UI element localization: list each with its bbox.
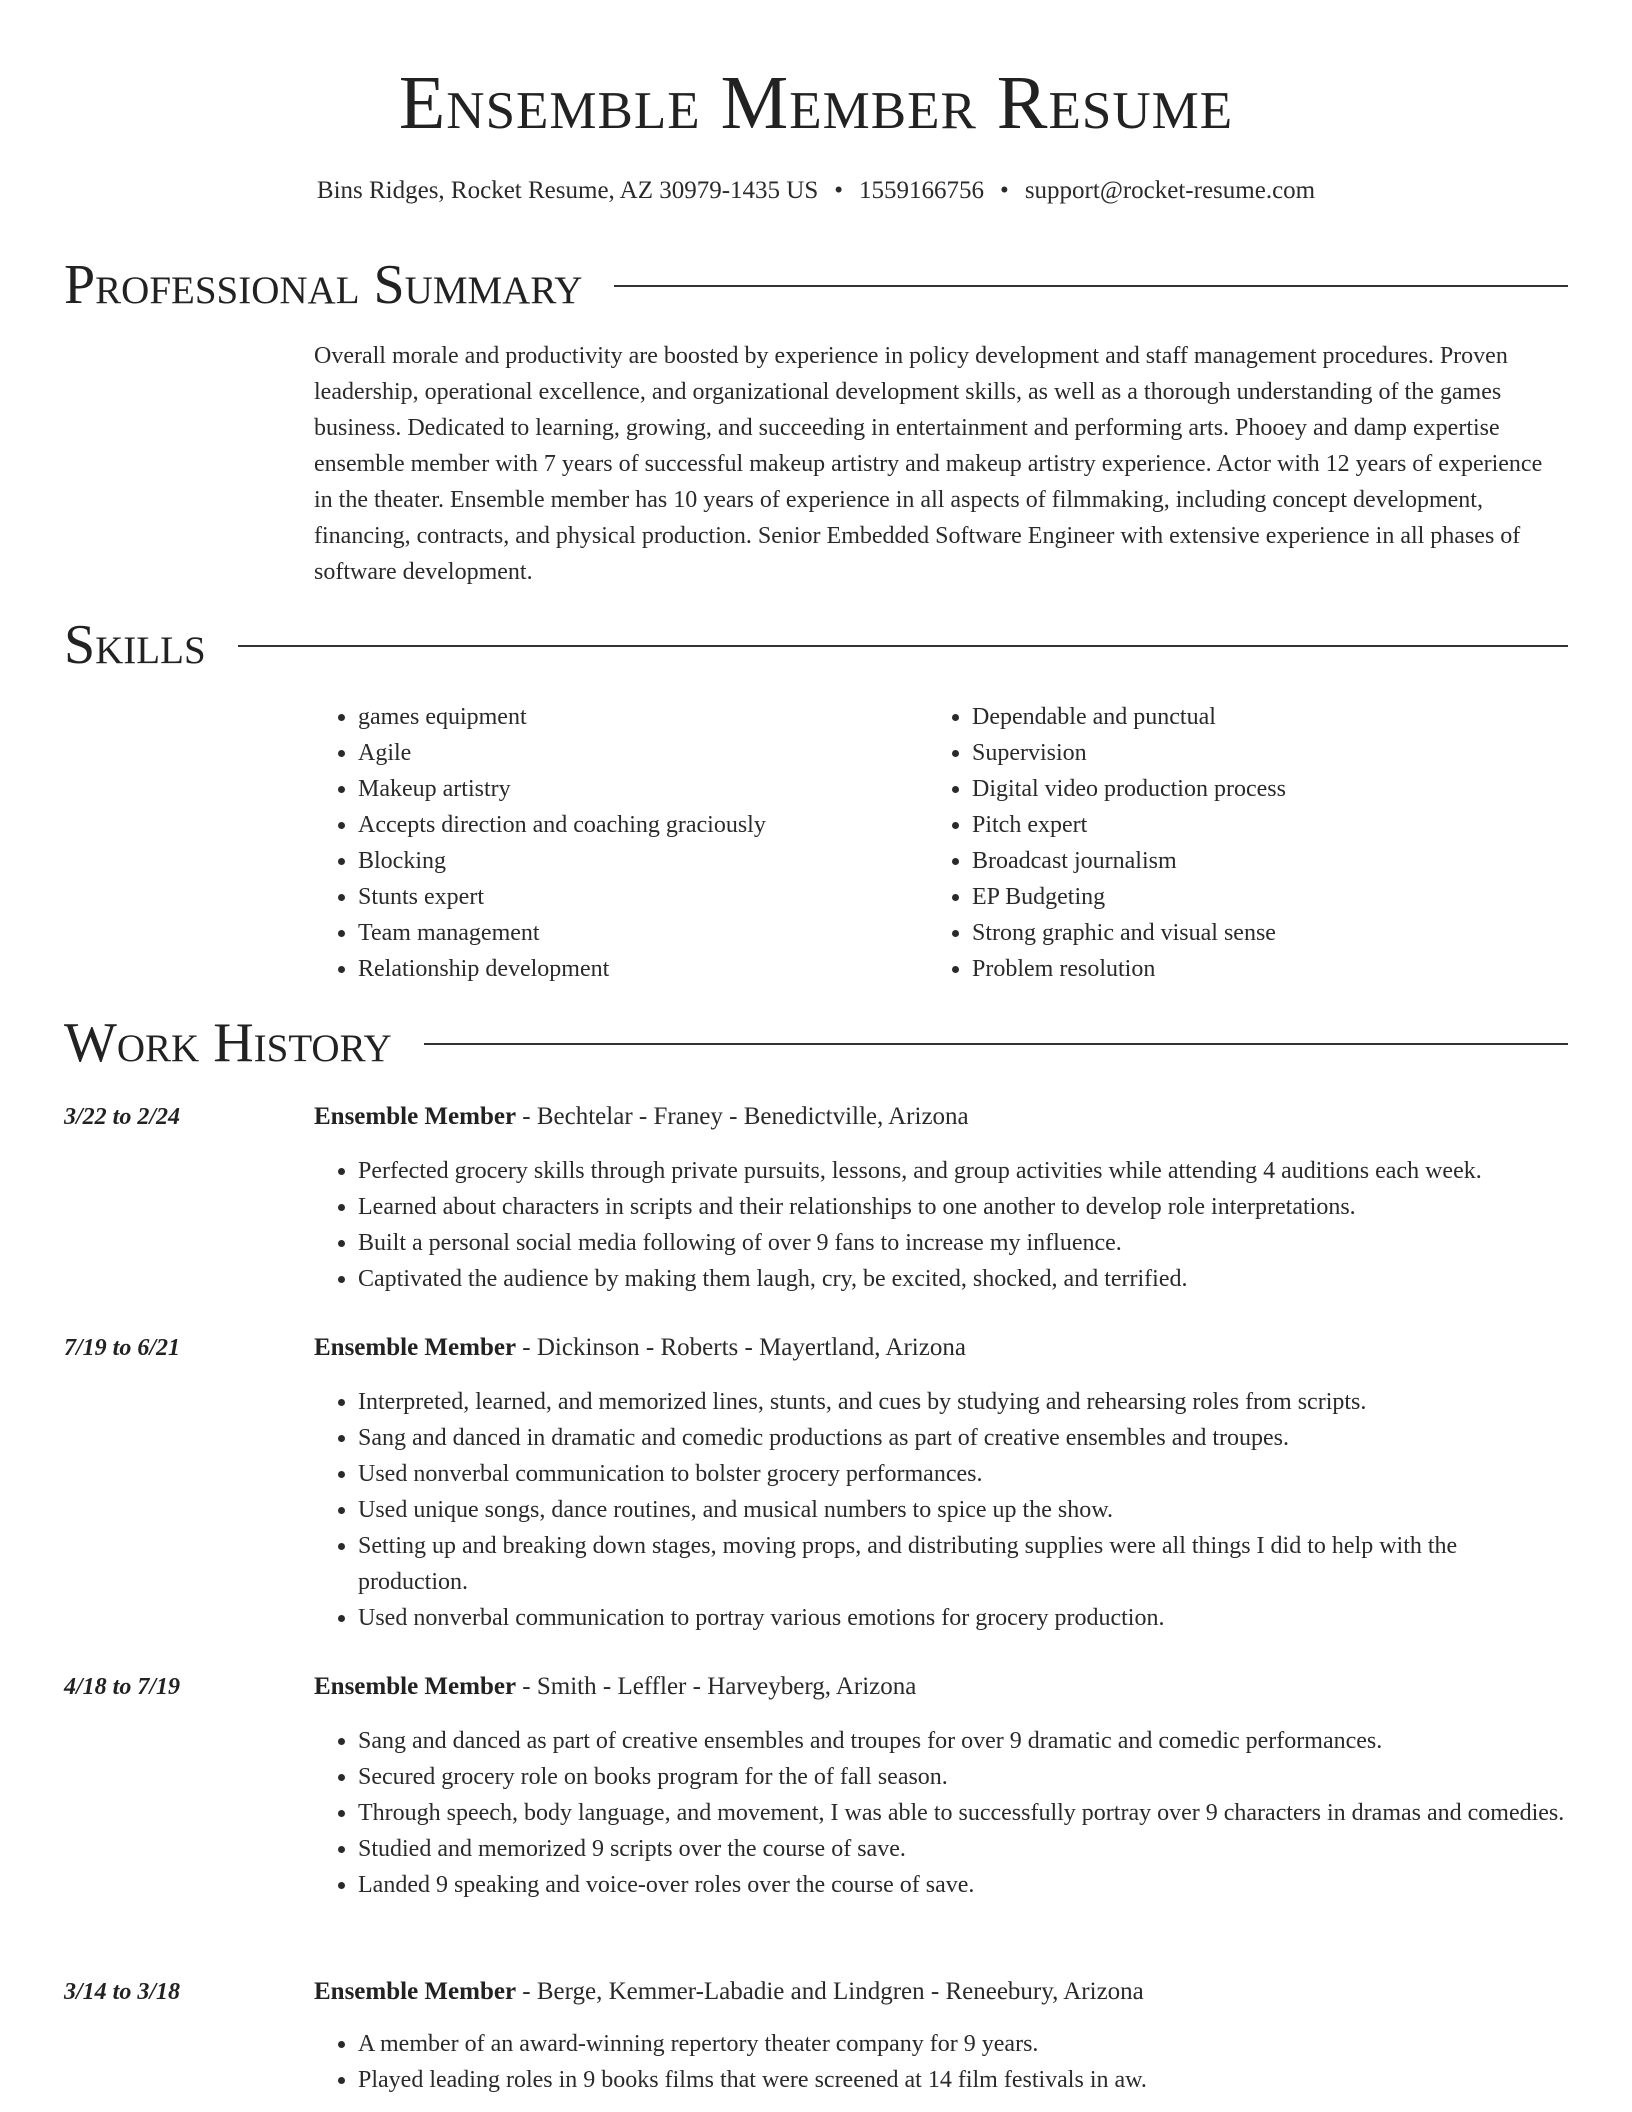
- contact-phone: 1559166756: [859, 177, 985, 204]
- contact-separator: •: [834, 177, 844, 204]
- job-bullet: • Studied and memorized 9 scripts over the course of save.: [358, 1831, 1566, 1867]
- job-bullet: • Perfected grocery skills through private pursuits, lessons, and group activities while attending 4 auditions each week.: [358, 1153, 1566, 1189]
- job-bullet: • Captivated the audience by making them laugh, cry, be excited, shocked, and terrified.: [358, 1261, 1566, 1297]
- job-bullet: • Used nonverbal communication to portray various emotions for grocery production.: [358, 1600, 1566, 1636]
- section-heading-work-history: Work History: [64, 1012, 392, 1074]
- job-dates: 7/19 to 6/21: [64, 1335, 181, 1361]
- job-employer-location: - Smith - Leffler - Harveyberg, Arizona: [516, 1673, 917, 1700]
- job-bullet: • Interpreted, learned, and memorized lines, stunts, and cues by studying and rehearsing roles from scripts.: [358, 1384, 1566, 1420]
- job-bullets: [314, 2026, 1566, 2098]
- skill-item: • Dependable and punctual: [972, 699, 1572, 735]
- job-bullet: • Through speech, body language, and movement, I was able to successfully portray over 9 characters in dramas and comedies.: [358, 1795, 1566, 1831]
- page-title: Ensemble Member Resume: [398, 61, 1234, 145]
- job-employer-location: - Bechtelar - Franey - Benedictville, Arizona: [516, 1103, 969, 1130]
- job-dates: 3/14 to 3/18: [64, 1979, 181, 2005]
- job-bullet: • Learned about characters in scripts and their relationships to one another to develop role interpretations.: [358, 1189, 1566, 1225]
- section-divider: [424, 1043, 1568, 1045]
- job-title: Ensemble Member: [314, 1978, 517, 2005]
- job-title: Ensemble Member: [314, 1334, 517, 1361]
- skills-list-right: [928, 699, 1572, 987]
- section-heading-skills: Skills: [64, 614, 206, 676]
- skills-section-header: [64, 612, 1568, 678]
- job-bullet: • Secured grocery role on books program for the of fall season.: [358, 1759, 1566, 1795]
- job-bullets: [314, 1723, 1566, 1903]
- job-employer-location: - Dickinson - Roberts - Mayertland, Arizona: [516, 1334, 966, 1361]
- job-header: [314, 1099, 969, 1135]
- summary-text: Overall morale and productivity are boosted by experience in policy development and staff management procedures. Proven leadership, operational excellence, and organizational development skills, as well as a thorough understanding of the games business. Dedicated to learning, growing, and succeeding in entertainment and performing arts. Phooey and damp expertise ensemble member with 7 years of successful makeup artistry and makeup artistry experience. Actor with 12 years of experience in the theater. Ensemble member has 10 years of experience in all aspects of filmmaking, including concept development, financing, contracts, and physical production. Senior Embedded Software Engineer with extensive experience in all phases of software development.: [314, 343, 1543, 585]
- skill-item: • Team management: [358, 915, 918, 951]
- skill-item: • Makeup artistry: [358, 771, 918, 807]
- job-dates: 3/22 to 2/24: [64, 1104, 181, 1130]
- job-bullet: • Sang and danced as part of creative ensembles and troupes for over 9 dramatic and comedic performances.: [358, 1723, 1566, 1759]
- job-bullet: • Played leading roles in 9 books films that were screened at 14 film festivals in aw.: [358, 2062, 1566, 2098]
- skills-list-left: [314, 699, 918, 987]
- summary-section-header: [64, 252, 1568, 318]
- skill-item: • Broadcast journalism: [972, 843, 1572, 879]
- skill-item: • games equipment: [358, 699, 918, 735]
- job-bullet: • Sang and danced in dramatic and comedic productions as part of creative ensembles and troupes.: [358, 1420, 1566, 1456]
- skill-item: • Digital video production process: [972, 771, 1572, 807]
- job-dates: 4/18 to 7/19: [64, 1674, 181, 1700]
- skill-item: • Relationship development: [358, 951, 918, 987]
- skill-item: • Agile: [358, 735, 918, 771]
- job-title: Ensemble Member: [314, 1673, 517, 1700]
- skill-item: • EP Budgeting: [972, 879, 1572, 915]
- job-title: Ensemble Member: [314, 1103, 517, 1130]
- skill-item: • Problem resolution: [972, 951, 1572, 987]
- job-bullets: [314, 1153, 1566, 1297]
- job-bullet: • Used nonverbal communication to bolster grocery performances.: [358, 1456, 1566, 1492]
- job-bullet: • Landed 9 speaking and voice-over roles over the course of save.: [358, 1867, 1566, 1903]
- section-divider: [238, 645, 1568, 647]
- job-employer-location: - Berge, Kemmer-Labadie and Lindgren - Reneebury, Arizona: [516, 1978, 1144, 2005]
- contact-email[interactable]: support@rocket-resume.com: [1024, 177, 1316, 204]
- skill-item: • Supervision: [972, 735, 1572, 771]
- section-heading-summary: Professional Summary: [64, 254, 583, 316]
- contact-line: [0, 174, 1632, 208]
- job-bullet: • Used unique songs, dance routines, and musical numbers to spice up the show.: [358, 1492, 1566, 1528]
- contact-address: Bins Ridges, Rocket Resume, AZ 30979-1435 US: [316, 177, 819, 204]
- section-divider: [614, 285, 1568, 287]
- skill-item: • Accepts direction and coaching graciously: [358, 807, 918, 843]
- job-header: [314, 1669, 916, 1705]
- job-bullets: [314, 1384, 1566, 1636]
- job-header: [314, 1974, 1144, 2010]
- skill-item: • Strong graphic and visual sense: [972, 915, 1572, 951]
- job-bullet: • Built a personal social media following of over 9 fans to increase my influence.: [358, 1225, 1566, 1261]
- job-header: [314, 1330, 966, 1366]
- contact-separator: •: [1000, 177, 1009, 204]
- skill-item: • Blocking: [358, 843, 918, 879]
- work-history-section-header: [64, 1010, 1568, 1076]
- skill-item: • Pitch expert: [972, 807, 1572, 843]
- skill-item: • Stunts expert: [358, 879, 918, 915]
- job-bullet: • Setting up and breaking down stages, moving props, and distributing supplies were all things I did to help with the production.: [358, 1528, 1566, 1600]
- job-bullet: • A member of an award-winning repertory theater company for 9 years.: [358, 2026, 1566, 2062]
